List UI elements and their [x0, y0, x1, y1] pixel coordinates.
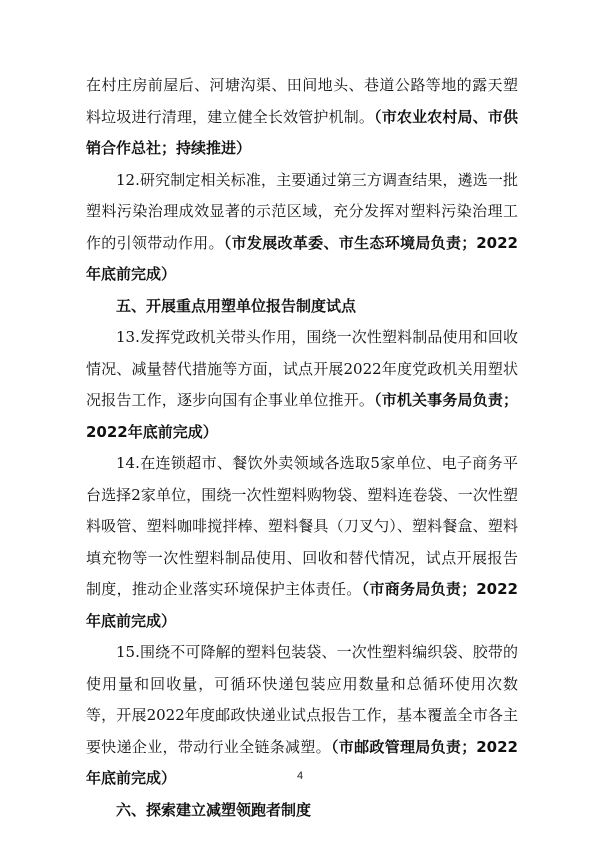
- page-number: 4: [296, 770, 304, 782]
- responsibility-note: （市邮政管理局负责；2022年底前完成）: [86, 737, 518, 787]
- responsibility-note: （市机关事务局负责；2022年底前完成）: [86, 391, 518, 441]
- paragraph-12: [86, 165, 518, 291]
- paragraph-text: 在村庄房前屋后、河塘沟渠、田间地头、巷道公路等地的露天塑料垃圾进行清理，建立健全长效管护机制。: [86, 76, 518, 126]
- responsibility-note: （市发展改革委、市生态环境局负责；2022年底前完成）: [86, 233, 518, 283]
- paragraph-14: [86, 448, 518, 637]
- responsibility-note: （市商务局负责；2022年底前完成）: [86, 580, 518, 630]
- paragraph-text: 12.研究制定相关标准，主要通过第三方调查结果，遴选一批塑料污染治理成效显著的示范区域，充分发挥对塑料污染治理工作的引领带动作用。: [86, 170, 518, 252]
- document-page: [86, 70, 518, 826]
- section-heading-5: 五、开展重点用塑单位报告制度试点: [116, 296, 357, 315]
- section-heading-6: 六、探索建立减塑领跑者制度: [116, 800, 312, 819]
- paragraph-text: 15.围绕不可降解的塑料包装袋、一次性塑料编织袋、胶带的使用量和回收量，可循环快递包装应用数量和总循环使用次数等，开展2022年度邮政快递业试点报告工作，基本覆盖全市各主要快递企业，带动行业全链条减塑。: [86, 643, 518, 756]
- paragraph-13: [86, 322, 518, 448]
- responsibility-note: （市农业农村局、市供销合作总社；持续推进）: [86, 107, 518, 157]
- paragraph-11-continued: [86, 70, 518, 165]
- paragraph-text: 14.在连锁超市、餐饮外卖领域各选取5家单位、电子商务平台选择2家单位，围绕一次性塑料购物袋、塑料连卷袋、一次性塑料吸管、塑料咖啡搅拌棒、塑料餐具（刀叉勺）、塑料餐盒、塑料填充物等一次性塑料制品使用、回收和替代情况，试点开展报告制度，推动企业落实环境保护主体责任。: [86, 454, 518, 598]
- paragraph-text: 13.发挥党政机关带头作用，围绕一次性塑料制品使用和回收情况、减量替代措施等方面，试点开展2022年度党政机关用塑状况报告工作，逐步向国有企事业单位推开。: [86, 328, 518, 409]
